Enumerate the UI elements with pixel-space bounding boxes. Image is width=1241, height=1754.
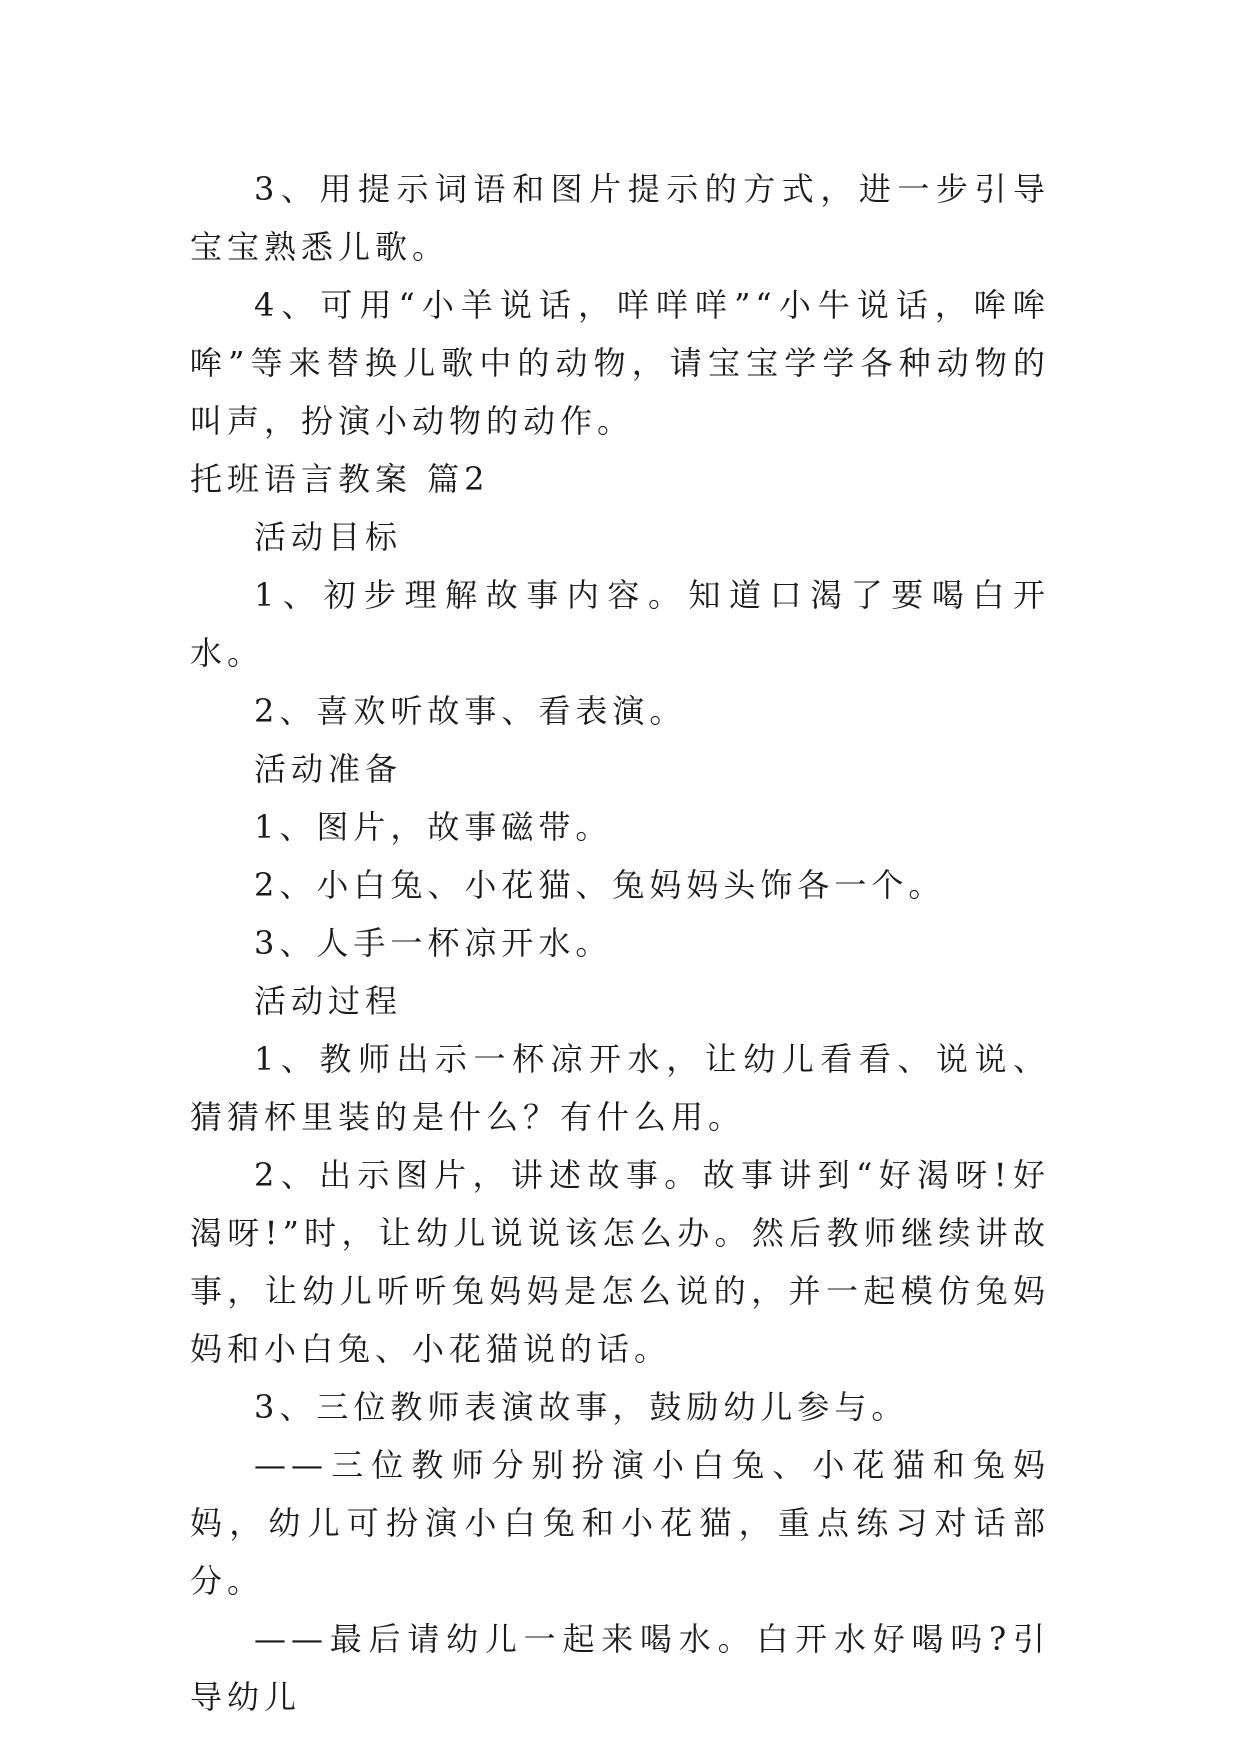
paragraph-step-3: 3、用提示词语和图片提示的方式，进一步引导宝宝熟悉儿歌。 bbox=[190, 170, 1050, 266]
section-heading: 托班语言教案 篇2 bbox=[190, 460, 490, 498]
preparation-item: 1、图片，故事磁带。 bbox=[254, 808, 613, 846]
subheading-goals: 活动目标 bbox=[254, 518, 403, 556]
document-body bbox=[190, 160, 1050, 1726]
process-item: 3、三位教师表演故事，鼓励幼儿参与。 bbox=[254, 1388, 909, 1426]
process-item: 1、教师出示一杯凉开水，让幼儿看看、说说、猜猜杯里装的是什么？有什么用。 bbox=[190, 1040, 1050, 1136]
process-note: ——最后请幼儿一起来喝水。白开水好喝吗?引导幼儿 bbox=[190, 1620, 1050, 1716]
preparation-item: 2、小白兔、小花猫、兔妈妈头饰各一个。 bbox=[254, 866, 946, 904]
subheading-process: 活动过程 bbox=[254, 982, 403, 1020]
process-note: ——三位教师分别扮演小白兔、小花猫和兔妈妈，幼儿可扮演小白兔和小花猫，重点练习对话部分。 bbox=[190, 1446, 1050, 1600]
goal-item: 2、喜欢听故事、看表演。 bbox=[254, 692, 687, 730]
process-item: 2、出示图片，讲述故事。故事讲到“好渴呀!好渴呀!”时，让幼儿说说该怎么办。然后教师继续讲故事，让幼儿听听兔妈妈是怎么说的，并一起模仿兔妈妈和小白兔、小花猫说的话。 bbox=[190, 1156, 1050, 1368]
paragraph-step-4: 4、可用“小羊说话，咩咩咩”“小牛说话，哞哞哞”等来替换儿歌中的动物，请宝宝学学各种动物的叫声，扮演小动物的动作。 bbox=[190, 286, 1050, 440]
preparation-item: 3、人手一杯凉开水。 bbox=[254, 924, 613, 962]
subheading-preparation: 活动准备 bbox=[254, 750, 403, 788]
goal-item: 1、初步理解故事内容。知道口渴了要喝白开水。 bbox=[190, 576, 1050, 672]
